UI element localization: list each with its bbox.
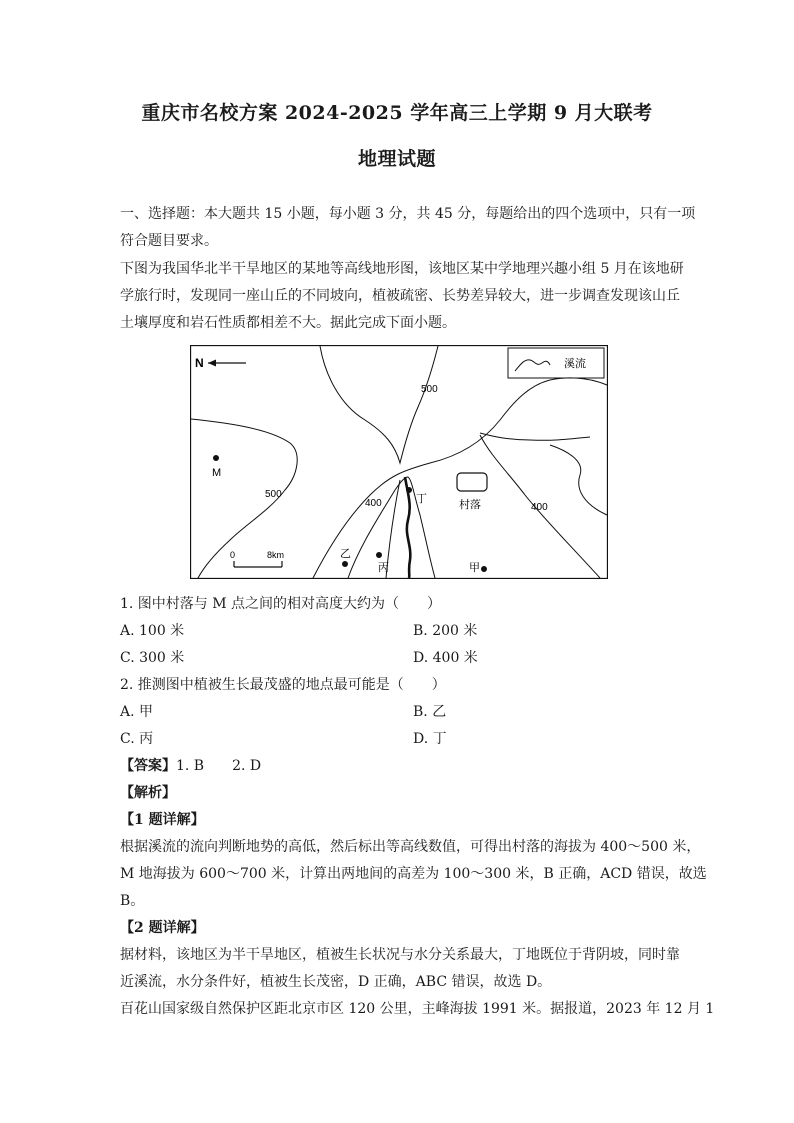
point-yi-marker xyxy=(342,561,348,567)
answer-label: 【答案】 xyxy=(120,758,176,774)
exam-subject: 地理试题 xyxy=(357,148,436,170)
contour-label-500-left: 500 xyxy=(265,489,282,500)
detail-2-label: 【2 题详解】 xyxy=(120,920,205,936)
scale-zero-label: 0 xyxy=(230,550,236,560)
exam-title: 重庆市名校方案 2024-2025 学年高三上学期 9 月大联考 xyxy=(141,102,653,124)
analysis-label: 【解析】 xyxy=(120,785,176,801)
material-text-1: 下图为我国华北半干旱地区的某地等高线地形图，该地区某中学地理兴趣小组 5 月在该地研 xyxy=(120,261,684,277)
contour-map xyxy=(190,345,608,579)
contour-label-500-top: 500 xyxy=(421,384,438,395)
question-2-option-c: C. 丙 xyxy=(120,731,154,747)
question-1-option-c: C. 300 米 xyxy=(120,650,185,666)
question-1-option-b: B. 200 米 xyxy=(413,623,478,639)
detail-1-text-1: 根据溪流的流向判断地势的高低，然后标出等高线数值，可得出村落的海拔为 400～500 米， xyxy=(120,839,701,855)
question-1-stem: 1. 图中村落与 M 点之间的相对高度大约为（ ） xyxy=(120,596,442,612)
detail-1-text-3: B。 xyxy=(120,893,145,909)
point-bing-marker xyxy=(376,552,382,558)
question-2-stem: 2. 推测图中植被生长最茂盛的地点最可能是（ ） xyxy=(120,677,446,693)
detail-1-text-2: M 地海拔为 600～700 米，计算出两地间的高差为 100～300 米，B 正确，ACD 错误，故选 xyxy=(120,866,707,882)
village-icon xyxy=(457,473,487,491)
section-instructions-2: 符合题目要求。 xyxy=(120,233,218,249)
next-material-text: 百花山国家级自然保护区距北京市区 120 公里，主峰海拔 1991 米。据报道，2023 年 12 月 1 xyxy=(120,1001,715,1017)
section-instructions-1: 一、选择题：本大题共 15 小题，每小题 3 分，共 45 分，每题给出的四个选项中，只有一项 xyxy=(120,206,696,222)
detail-2-text-1: 据材料，该地区为半干旱地区，植被生长状况与水分关系最大，丁地既位于背阴坡，同时靠 xyxy=(120,947,680,963)
material-text-3: 土壤厚度和岩石性质都相差不大。据此完成下面小题。 xyxy=(120,315,456,331)
point-yi-label: 乙 xyxy=(340,547,351,560)
question-2-option-b: B. 乙 xyxy=(413,704,447,720)
point-m-marker xyxy=(213,455,219,461)
point-ding-marker xyxy=(406,487,412,493)
map-frame xyxy=(191,346,608,579)
question-1-option-d: D. 400 米 xyxy=(413,650,478,666)
scale-length-label: 8km xyxy=(267,550,285,560)
answer-row xyxy=(120,755,261,775)
point-bing-label: 丙 xyxy=(378,561,389,574)
village-label: 村落 xyxy=(459,498,481,511)
answer-value: 1. B 2. D xyxy=(176,758,262,774)
detail-1-label: 【1 题详解】 xyxy=(120,812,205,828)
north-label: N xyxy=(195,356,204,370)
point-jia-label: 甲 xyxy=(469,561,480,574)
point-ding-label: 丁 xyxy=(416,492,427,505)
detail-2-text-2: 近溪流，水分条件好，植被生长茂密，D 正确，ABC 错误，故选 D。 xyxy=(120,974,552,990)
legend-stream-label: 溪流 xyxy=(564,357,586,370)
question-1-option-a: A. 100 米 xyxy=(120,623,185,639)
contour-label-400-right: 400 xyxy=(531,502,548,513)
question-2-option-a: A. 甲 xyxy=(120,704,154,720)
material-text-2: 学旅行时，发现同一座山丘的不同坡向，植被疏密、长势差异较大，进一步调查发现该山丘 xyxy=(120,288,680,304)
point-jia-marker xyxy=(481,566,487,572)
legend xyxy=(508,348,604,378)
question-2-option-d: D. 丁 xyxy=(413,731,447,747)
contour-label-400-left: 400 xyxy=(365,498,382,509)
point-m-label: M xyxy=(212,467,222,479)
